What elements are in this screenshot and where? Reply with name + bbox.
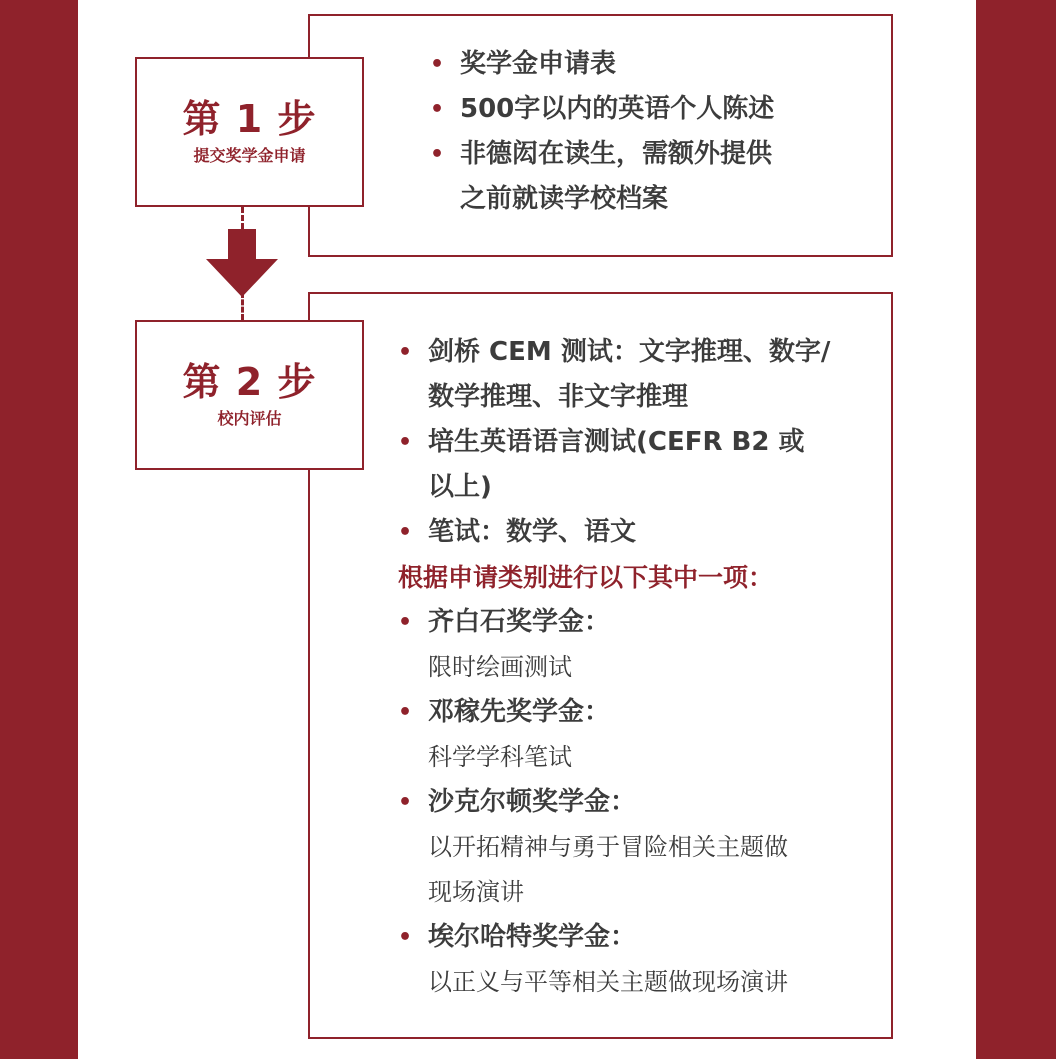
- scholarship-name: 埃尔哈特奖学金：: [428, 922, 637, 952]
- scholarship-desc: 限时绘画测试: [428, 653, 572, 681]
- scholarship-name: 邓稼先奖学金：: [428, 697, 611, 727]
- list-item: [398, 420, 858, 465]
- scholarship-item: [398, 915, 858, 960]
- bullet-dot-icon: •: [430, 52, 445, 77]
- step2-assessment-list: [398, 330, 858, 1005]
- list-item-continuation: [398, 375, 858, 420]
- list-item-continuation: [398, 465, 858, 510]
- bullet-dot-icon: •: [398, 925, 413, 950]
- requirement-text: 奖学金申请表: [460, 49, 617, 79]
- bullet-dot-icon: •: [398, 700, 413, 725]
- list-item: [430, 132, 850, 177]
- down-arrow-icon: [206, 229, 278, 297]
- list-item: [430, 42, 850, 87]
- assessment-text: 剑桥 CEM 测试：文字推理、数字/: [428, 337, 831, 367]
- list-item-continuation: [430, 177, 850, 222]
- right-border-bar: [976, 0, 1056, 1059]
- scholarship-item: [398, 600, 858, 645]
- list-item: [398, 510, 858, 555]
- assessment-text: 培生英语语言测试(CEFR B2 或: [428, 427, 805, 457]
- bullet-dot-icon: •: [430, 97, 445, 122]
- step1-requirements-list: [430, 42, 850, 222]
- bullet-dot-icon: •: [430, 142, 445, 167]
- bullet-dot-icon: •: [398, 430, 413, 455]
- list-item: [430, 87, 850, 132]
- step2-box: [135, 320, 364, 470]
- bullet-dot-icon: •: [398, 340, 413, 365]
- scholarship-desc: 现场演讲: [428, 878, 524, 906]
- step1-title: 第 1 步: [182, 97, 317, 141]
- assessment-text: 以上): [428, 472, 492, 502]
- scholarship-desc: 科学学科笔试: [428, 743, 572, 771]
- assessment-text: 数学推理、非文字推理: [428, 382, 689, 412]
- bullet-dot-icon: •: [398, 610, 413, 635]
- scholarship-desc: 以正义与平等相关主题做现场演讲: [428, 968, 788, 996]
- step2-title: 第 2 步: [182, 360, 317, 404]
- bullet-dot-icon: •: [398, 520, 413, 545]
- connector-line-top: [241, 207, 244, 229]
- left-border-bar: [0, 0, 78, 1059]
- requirement-text: 500字以内的英语个人陈述: [460, 94, 775, 124]
- requirement-text: 非德闳在读生，需额外提供: [460, 139, 773, 169]
- list-item: [398, 330, 858, 375]
- scholarship-desc: 以开拓精神与勇于冒险相关主题做: [428, 833, 788, 861]
- step1-subtitle: 提交奖学金申请: [193, 146, 306, 165]
- scholarship-name: 齐白石奖学金：: [428, 607, 611, 637]
- bullet-dot-icon: •: [398, 790, 413, 815]
- scholarship-item: [398, 780, 858, 825]
- category-note: 根据申请类别进行以下其中一项：: [398, 563, 774, 592]
- scholarship-item: [398, 690, 858, 735]
- step1-box: [135, 57, 364, 207]
- scholarship-name: 沙克尔顿奖学金：: [428, 787, 637, 817]
- assessment-text: 笔试：数学、语文: [428, 517, 637, 547]
- step2-subtitle: 校内评估: [217, 409, 282, 428]
- requirement-text: 之前就读学校档案: [460, 184, 669, 214]
